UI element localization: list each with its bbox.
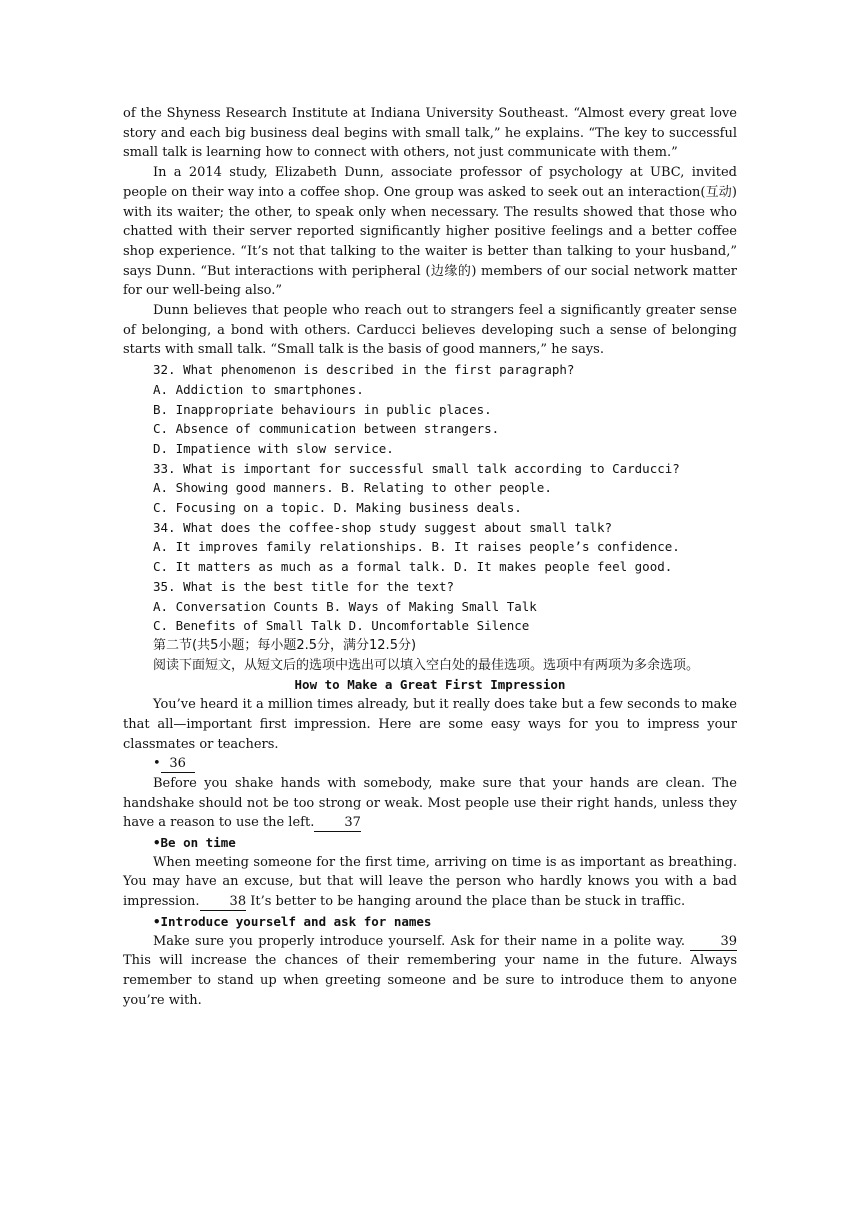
introduce-paragraph [123, 932, 737, 1011]
handshake-paragraph [123, 774, 737, 833]
question-33 [123, 459, 737, 518]
option-line: C. Focusing on a topic. D. Making business deals. [153, 500, 522, 516]
question-32 [123, 360, 737, 459]
option-line: C. Absence of communication between strangers. [153, 421, 500, 437]
option-line: A. Showing good manners. B. Relating to other people. [153, 480, 552, 496]
option-line: C. It matters as much as a formal talk. D. It makes people feel good. [153, 559, 673, 575]
heading-introduce-yourself: •Introduce yourself and ask for names [153, 913, 432, 929]
passage-paragraph-2: In a 2014 study, Elizabeth Dunn, associate professor of psychology at UBC, invited people on their way into a coffee shop. One group was asked to seek out an interaction(互动) with its waiter; the other, to speak only when necessary. The results showed that those who chatted with their server reported significantly higher positive feelings and a better coffee shop experience. “It’s not that talking to the waiter is better than talking to your husband,” says Dunn. “But interactions with peripheral (边缘的) members of our social network matter for our well-being also.” [123, 165, 737, 299]
document-page [123, 104, 737, 1010]
passage-paragraph-3: Dunn believes that people who reach out to strangers feel a significantly greater sense of belonging, a bond with others. Carducci believes developing such a sense of belonging starts with small talk. “Small talk is the basis of good manners,” he says. [123, 303, 737, 358]
question-stem: 32. What phenomenon is described in the first paragraph? [153, 362, 575, 378]
handshake-text: Before you shake hands with somebody, make sure that your hands are clean. The handshake should not be too strong or weak. Most people use their right hands, unless they have a reason to use the left. [123, 775, 737, 831]
on-time-paragraph [123, 853, 737, 912]
intro-paragraph: You’ve heard it a million times already, but it really does take but a few seconds to make that all—important first impression. Here are some easy ways for you to impress your classmates or teachers. [123, 697, 737, 752]
passage-title: How to Make a Great First Impression [294, 677, 566, 693]
blank-37: 37 [314, 815, 361, 832]
section-header: 第二节(共5小题；每小题2.5分，满分12.5分) [153, 637, 417, 653]
blank-39: 39 [690, 934, 737, 951]
blank-36: 36 [161, 756, 195, 773]
introduce-text: Make sure you properly introduce yourself. Ask for their name in a polite way. [153, 933, 686, 949]
option-line: A. Conversation Counts B. Ways of Making Small Talk [153, 598, 537, 614]
heading-be-on-time: •Be on time [153, 835, 236, 851]
question-34 [123, 518, 737, 577]
question-stem: 34. What does the coffee-shop study suggest about small talk? [153, 519, 613, 535]
question-35 [123, 577, 737, 636]
option-line: D. Impatience with slow service. [153, 440, 394, 456]
introduce-text-end: This will increase the chances of their remembering your name in the future. Always remember to stand up when greeting someone and be sure to introduce them to anyone you’re with. [123, 953, 737, 1008]
bullet: • [153, 756, 161, 772]
section-instruction: 阅读下面短文，从短文后的选项中选出可以填入空白处的最佳选项。选项中有两项为多余选项。 [153, 657, 700, 673]
question-stem: 33. What is important for successful small talk according to Carducci? [153, 460, 680, 476]
passage-paragraph-1: of the Shyness Research Institute at Indiana University Southeast. “Almost every great love story and each big business deal begins with small talk,” he explains. “The key to successful small talk is learning how to connect with others, not just communicate with them.” [123, 106, 737, 161]
option-line: A. Addiction to smartphones. [153, 381, 364, 397]
option-line: C. Benefits of Small Talk D. Uncomfortable Silence [153, 618, 530, 634]
option-line: B. Inappropriate behaviours in public places. [153, 401, 492, 417]
on-time-text: When meeting someone for the first time, arriving on time is as important as breathing. You may have an excuse, but that will leave the person who hardly knows you with a bad impression. [123, 854, 737, 910]
option-line: A. It improves family relationships. B. It raises people’s confidence. [153, 539, 680, 555]
on-time-text-end: It’s better to be hanging around the place than be stuck in traffic. [246, 894, 686, 910]
blank-38: 38 [200, 894, 247, 911]
question-stem: 35. What is the best title for the text? [153, 578, 455, 594]
blank-36-heading [123, 754, 737, 774]
